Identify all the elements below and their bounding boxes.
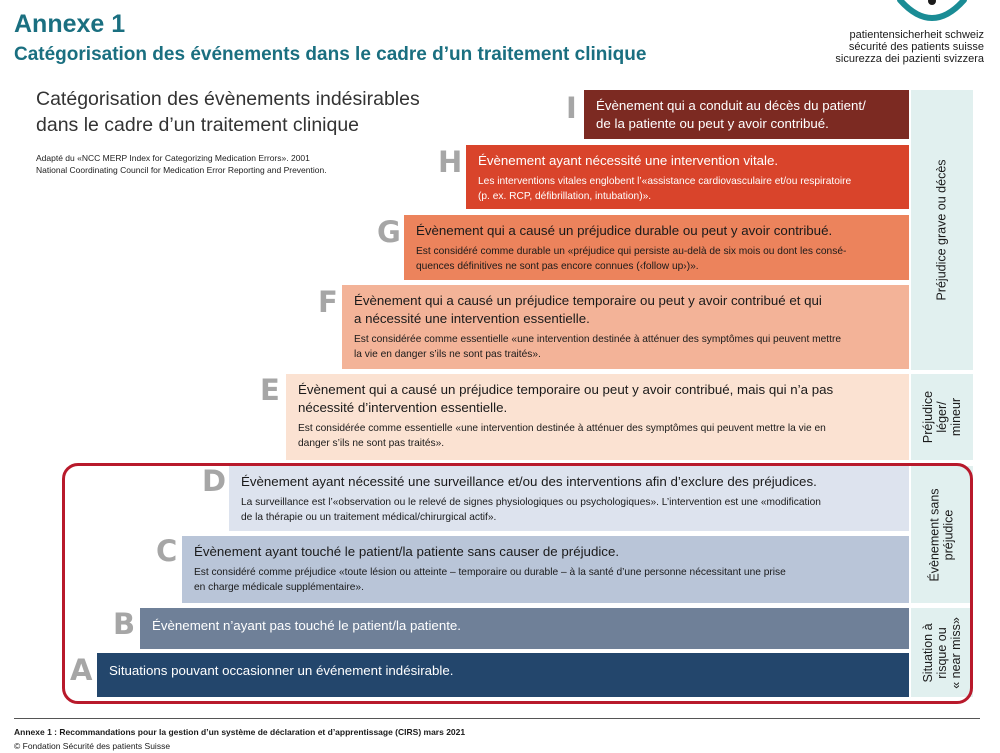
diagram-title-line-2: dans le cadre d’un traitement clinique <box>36 114 360 136</box>
category-h-heading: Évènement ayant nécessité une intervention vitale. <box>478 153 779 168</box>
diagram-source-line-2: National Coordinating Council for Medication Error Reporting and Prevention. <box>36 165 327 175</box>
footer-text: Annexe 1 : Recommandations pour la gestion d’un système de déclaration et d’apprentissage (CIRS) mars 2021 <box>14 727 466 737</box>
category-band-i <box>584 90 909 139</box>
category-letter-a: A <box>70 653 93 687</box>
category-letter-c: C <box>156 534 178 568</box>
footer-divider <box>14 718 980 719</box>
logo-line-german: patientensicherheit schweiz <box>849 29 984 41</box>
severity-group-minor <box>911 374 973 460</box>
logo-line-italian: sicurezza dei pazienti svizzera <box>835 53 984 65</box>
category-a-heading: Situations pouvant occasionner un événement indésirable. <box>109 663 454 678</box>
diagram-source <box>36 152 327 176</box>
category-band-h <box>466 145 909 209</box>
severity-group-no-harm-label: Évènement sans préjudice <box>928 487 957 582</box>
annex-title: Annexe 1 <box>14 10 126 38</box>
category-e-description: Est considérée comme essentielle «une intervention destinée à atténuer des symptômes qui peuvent mettre la vie en danger s’ils ne sont pas traités». <box>298 423 826 449</box>
category-d-description: La surveillance est l’«observation ou le relevé de signes physiologiques ou psychologiques». L’intervention est une «modification de la thérapie ou un traitement médical/chirurgical actif». <box>241 497 821 523</box>
category-band-f <box>342 285 909 369</box>
severity-group-severe <box>911 90 973 370</box>
category-b-heading: Évènement n’ayant pas touché le patient/la patiente. <box>152 618 461 633</box>
diagram-title-line-1: Catégorisation des évènements indésirables <box>36 88 420 110</box>
category-band-g <box>404 215 909 280</box>
category-c-heading: Évènement ayant touché le patient/la patiente sans causer de préjudice. <box>194 544 620 559</box>
logo-line-french: sécurité des patients suisse <box>848 41 984 53</box>
near-miss-highlight-frame <box>62 463 973 704</box>
category-letter-h: H <box>438 145 463 179</box>
category-g-heading: Évènement qui a causé un préjudice durable ou peut y avoir contribué. <box>416 223 833 238</box>
diagram-source-line-1: Adapté du «NCC MERP Index for Categorizing Medication Errors». 2001 <box>36 153 310 163</box>
category-f-heading: Évènement qui a causé un préjudice temporaire ou peut y avoir contribué et qui a nécessité une intervention essentielle. <box>354 293 822 326</box>
category-letter-b: B <box>113 607 136 641</box>
category-letter-g: G <box>377 215 401 249</box>
category-letter-i: I <box>566 91 577 125</box>
category-i-heading: Évènement qui a conduit au décès du patient/ de la patiente ou peut y avoir contribué. <box>596 98 866 131</box>
severity-group-near-miss-label: Situation à risque ou « near miss» <box>921 616 963 689</box>
category-letter-d: D <box>202 464 227 498</box>
patient-safety-logo <box>814 0 984 64</box>
footer-copyright: © Fondation Sécurité des patients Suisse <box>14 741 171 751</box>
category-d-heading: Évènement ayant nécessité une surveillance et/ou des interventions afin d’exclure des préjudices. <box>241 474 817 489</box>
diagram-title <box>36 86 420 138</box>
category-h-description: Les interventions vitales englobent l’«assistance cardiovasculaire et/ou respiratoire (p. ex. RCP, défibrillation, intubation)». <box>478 176 852 202</box>
category-letter-e: E <box>260 373 280 407</box>
category-e-heading: Évènement qui a causé un préjudice temporaire ou peut y avoir contribué, mais qui n’a pas nécessité d’intervention essentielle. <box>298 382 834 415</box>
annex-subtitle: Catégorisation des événements dans le cadre d’un traitement clinique <box>14 44 647 65</box>
category-band-e <box>286 374 909 460</box>
category-c-description: Est considéré comme préjudice «toute lésion ou atteinte – temporaire ou durable – à la santé d’une personne nécessitant une prise en charge médicale supplémentaire». <box>194 567 786 593</box>
logo-mark-icon <box>896 0 968 22</box>
category-f-description: Est considérée comme essentielle «une intervention destinée à atténuer des symptômes qui peuvent mettre la vie en danger s’ils ne sont pas traités». <box>354 334 842 360</box>
category-letter-f: F <box>318 285 338 319</box>
severity-group-severe-label: Préjudice grave ou décès <box>935 159 949 301</box>
severity-group-minor-label: Préjudice léger/ mineur <box>921 390 963 444</box>
category-g-description: Est considéré comme durable un «préjudice qui persiste au-delà de six mois ou dont les consé- quences définitives ne sont pas encore connues (‹follow up›)». <box>416 246 847 272</box>
